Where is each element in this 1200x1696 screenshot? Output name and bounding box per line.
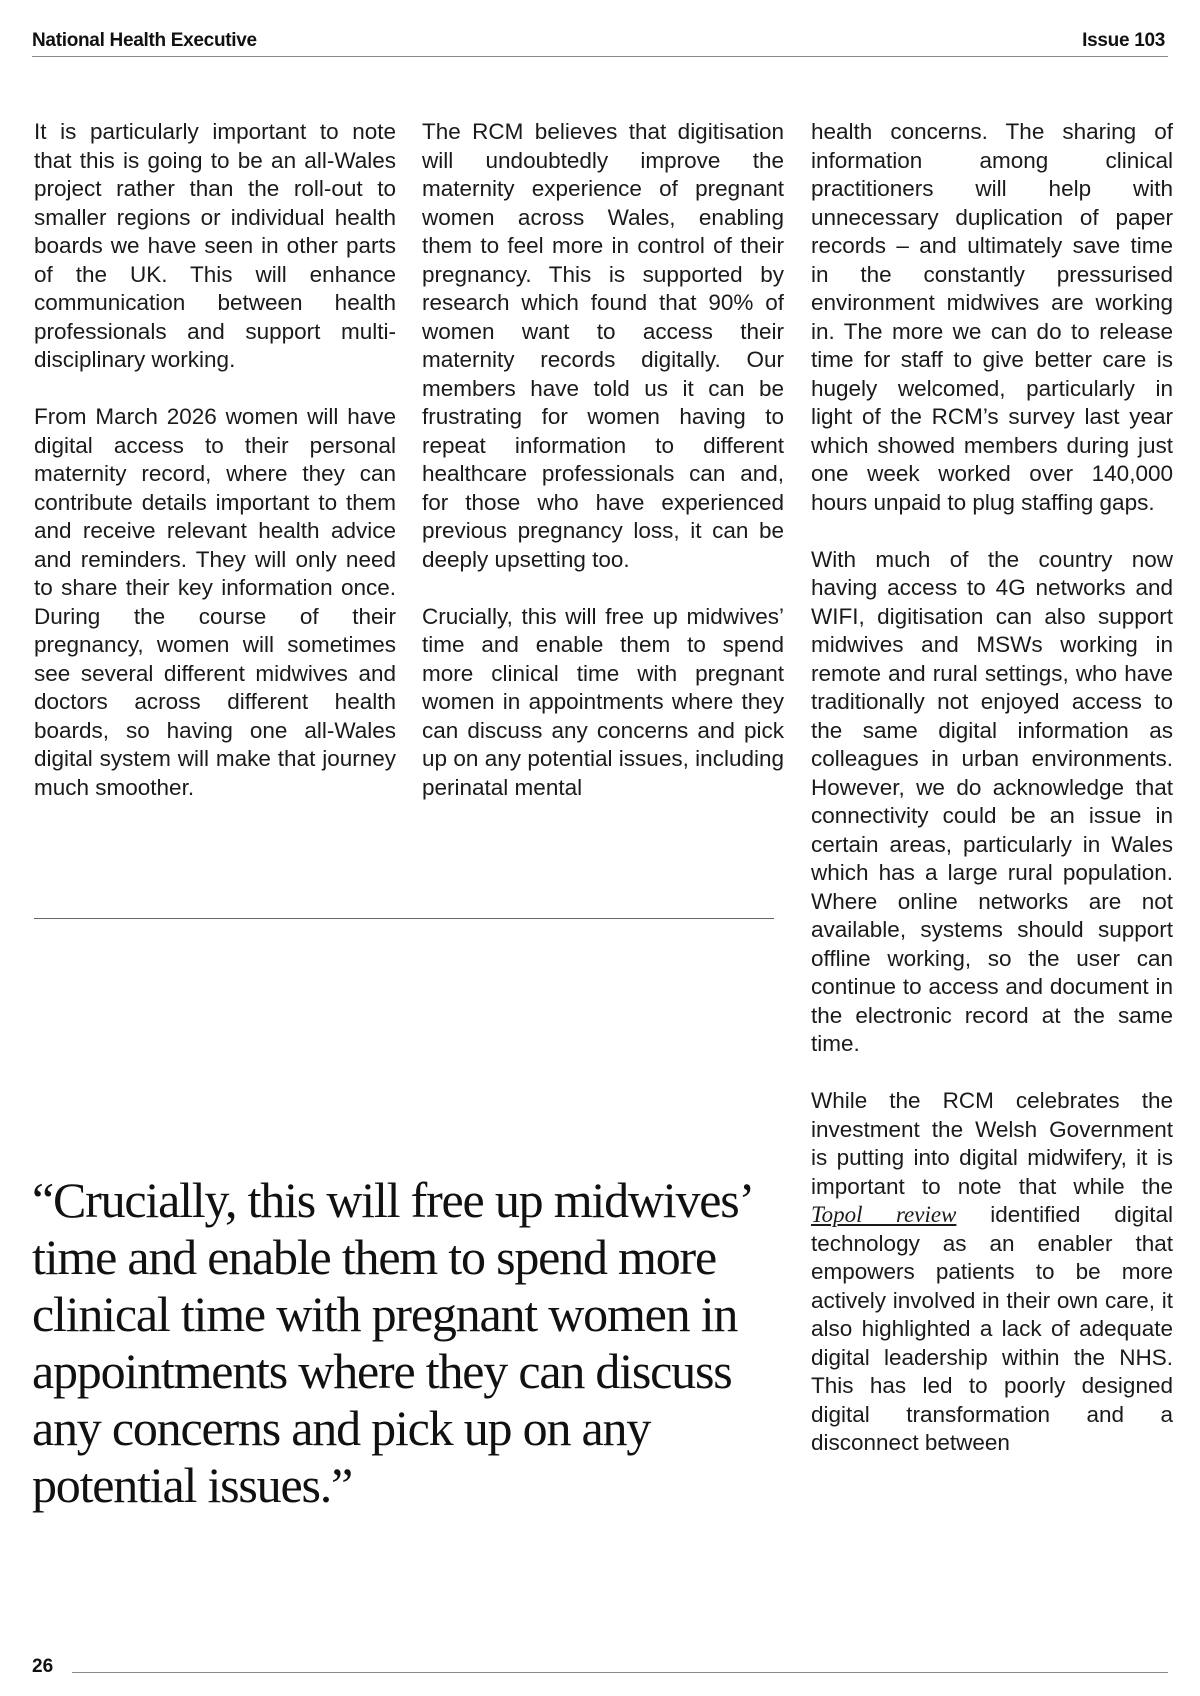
article-column-3 bbox=[811, 118, 1173, 1458]
paragraph bbox=[811, 1087, 1173, 1458]
pullquote-divider bbox=[34, 918, 774, 919]
paragraph: The RCM believes that digitisation will undoubtedly improve the maternity experience of pregnant women across Wales, enabling them to feel more in control of their pregnancy. This is supported by research which found that 90% of women want to access their maternity records digitally. Our members have told us it can be frustrating for women having to repeat information to different healthcare professionals can and, for those who have experienced previous pregnancy loss, it can be deeply upsetting too. bbox=[422, 119, 784, 572]
publication-name: National Health Executive bbox=[32, 30, 257, 51]
article-column-1 bbox=[34, 118, 396, 831]
article-column-2 bbox=[422, 118, 784, 831]
paragraph: With much of the country now having access to 4G networks and WIFI, digitisation can also support midwives and MSWs working in remote and rural settings, who have traditionally not enjoyed access to the same digital information as colleagues in urban environments. However, we do acknowledge that connectivity could be an issue in certain areas, particularly in Wales which has a large rural population. Where online networks are not available, systems should support offline working, so the user can continue to access and document in the electronic record at the same time. bbox=[811, 546, 1173, 1056]
header-divider bbox=[32, 56, 1168, 57]
paragraph: It is particularly important to note that this is going to be an all-Wales project rather than the roll-out to smaller regions or individual health boards we have seen in other parts of the UK. This will enhance communication between health professionals and support multi-disciplinary working. bbox=[34, 119, 396, 372]
topol-review-link[interactable]: Topol review bbox=[811, 1202, 957, 1227]
page-number: 26 bbox=[32, 1656, 54, 1677]
paragraph: Crucially, this will free up midwives’ time and enable them to spend more clinical time with pregnant women in appointments where they can discuss any concerns and pick up on any potential issues, including perinatal mental bbox=[422, 603, 784, 800]
paragraph: health concerns. The sharing of information among clinical practitioners will help with unnecessary duplication of paper records – and ultimately save time in the constantly pressurised environment midwives are working in. The more we can do to release time for staff to give better care is hugely welcomed, particularly in light of the RCM’s survey last year which showed members during just one week worked over 140,000 hours unpaid to plug staffing gaps. bbox=[811, 119, 1173, 515]
pull-quote: “Crucially, this will free up midwives’ time and enable them to spend more clinical time with pregnant women in appointments where they can discuss any concerns and pick up on any potential issues.” bbox=[32, 1172, 751, 1513]
paragraph-text: While the RCM celebrates the investment the Welsh Government is putting into digital midwifery, it is important to note that while the bbox=[811, 1088, 1173, 1199]
paragraph: From March 2026 women will have digital access to their personal maternity record, where they can contribute details important to them and receive relevant health advice and reminders. They will only need to share their key information once. During the course of their pregnancy, women will sometimes see several different midwives and doctors across different health boards, so having one all-Wales digital system will make that journey much smoother. bbox=[34, 404, 396, 800]
paragraph-text: identified digital technology as an enabler that empowers patients to be more actively involved in their own care, it also highlighted a lack of adequate digital leadership within the NHS. This has led to poorly designed digital transformation and a disconnect between bbox=[811, 1202, 1174, 1455]
footer-divider bbox=[72, 1672, 1168, 1673]
issue-number: Issue 103 bbox=[1082, 30, 1165, 51]
